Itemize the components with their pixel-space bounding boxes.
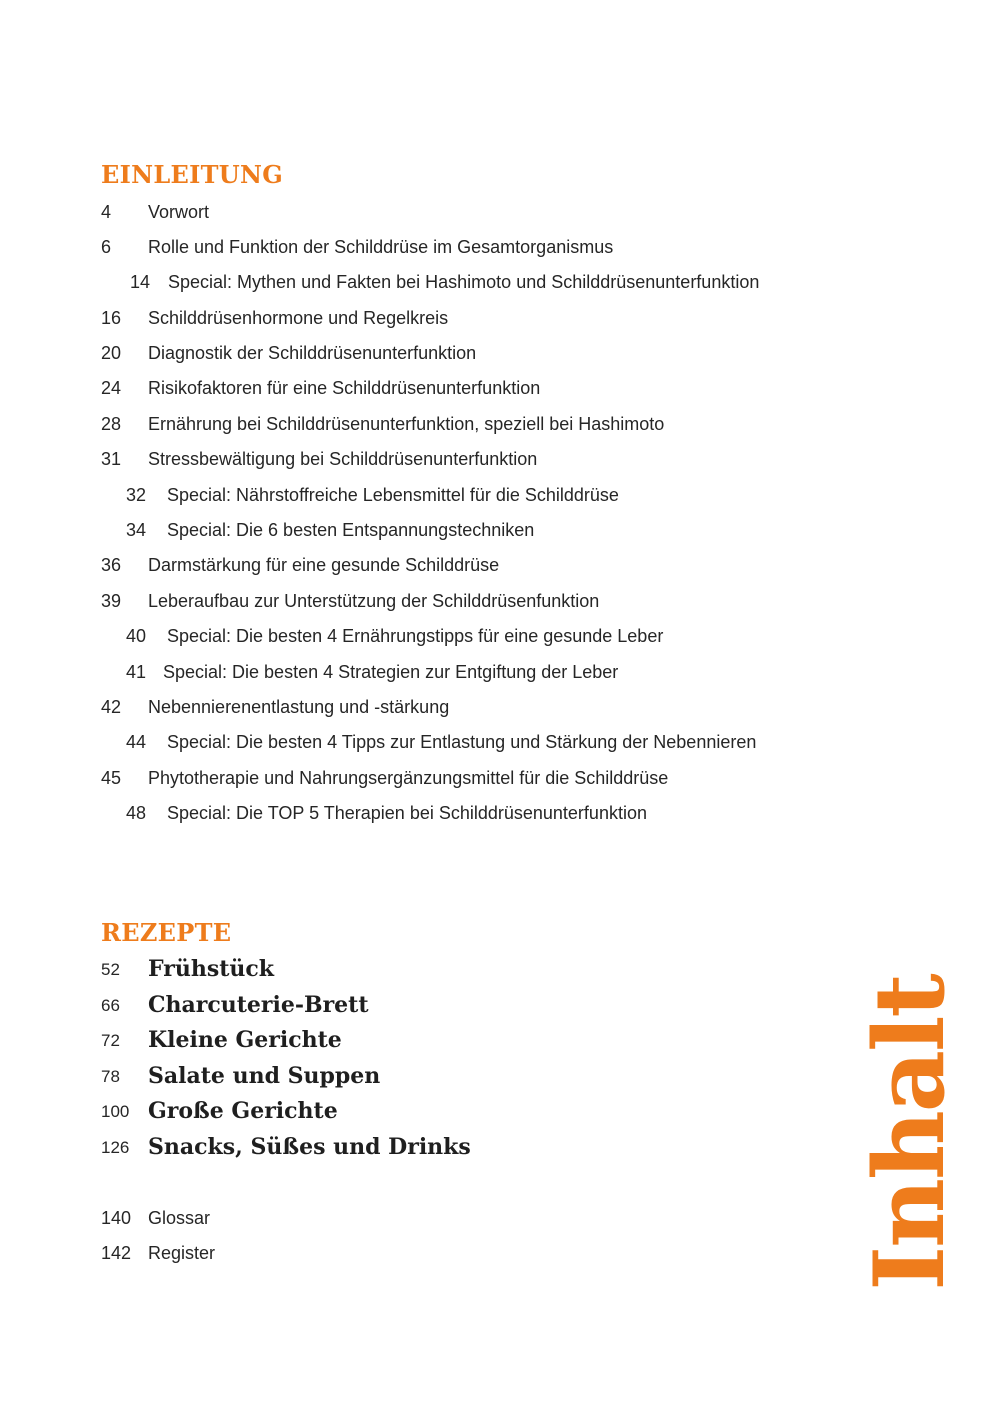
page-number: 78 bbox=[101, 1067, 120, 1086]
entry-title: Special: Die besten 4 Strategien zur Entgiftung der Leber bbox=[163, 662, 619, 682]
entry-title: Leberaufbau zur Unterstützung der Schilddrüsenfunktion bbox=[148, 591, 600, 611]
entry-title: Special: Nährstoffreiche Lebensmittel für die Schilddrüse bbox=[167, 485, 619, 505]
page-number: 34 bbox=[126, 520, 147, 540]
entry-title: Special: Mythen und Fakten bei Hashimoto und Schilddrüsenunterfunktion bbox=[168, 272, 760, 292]
entry-title: Glossar bbox=[148, 1208, 211, 1228]
page-number: 40 bbox=[126, 626, 147, 646]
page-number: 41 bbox=[126, 662, 147, 682]
recipe-title: Große Gerichte bbox=[148, 1098, 338, 1124]
page-number: 4 bbox=[101, 202, 112, 222]
page-number: 42 bbox=[101, 697, 122, 717]
page-number: 52 bbox=[101, 960, 120, 979]
page-number: 126 bbox=[101, 1138, 130, 1157]
entry-title: Rolle und Funktion der Schilddrüse im Gesamtorganismus bbox=[148, 237, 614, 257]
entry-title: Register bbox=[148, 1243, 216, 1263]
einleitung-heading: EINLEITUNG bbox=[101, 160, 284, 189]
entry-title: Special: Die besten 4 Tipps zur Entlastung und Stärkung der Nebennieren bbox=[167, 732, 757, 752]
page-number: 39 bbox=[101, 591, 122, 611]
page-number: 45 bbox=[101, 768, 122, 788]
recipe-title: Salate und Suppen bbox=[148, 1063, 381, 1089]
entry-title: Special: Die TOP 5 Therapien bei Schilddrüsenunterfunktion bbox=[167, 803, 647, 823]
recipe-title: Charcuterie-Brett bbox=[148, 992, 369, 1018]
entry-title: Special: Die besten 4 Ernährungstipps für eine gesunde Leber bbox=[167, 626, 664, 646]
recipe-title: Kleine Gerichte bbox=[148, 1027, 342, 1053]
page-number: 16 bbox=[101, 308, 122, 328]
page-number: 72 bbox=[101, 1031, 120, 1050]
page-number: 36 bbox=[101, 555, 122, 575]
recipe-title: Frühstück bbox=[148, 956, 274, 982]
page-number: 66 bbox=[101, 996, 120, 1015]
entry-title: Darmstärkung für eine gesunde Schilddrüse bbox=[148, 555, 500, 575]
inhalt-title: Inhalt bbox=[853, 975, 966, 1291]
page-number: 24 bbox=[101, 378, 122, 398]
entry-title: Stressbewältigung bei Schilddrüsenunterfunktion bbox=[148, 449, 538, 469]
page-number: 20 bbox=[101, 343, 122, 363]
entry-title: Vorwort bbox=[148, 202, 210, 222]
entry-title: Schilddrüsenhormone und Regelkreis bbox=[148, 308, 449, 328]
page-number: 6 bbox=[101, 237, 112, 257]
entry-title: Ernährung bei Schilddrüsenunterfunktion, speziell bei Hashimoto bbox=[148, 414, 665, 434]
page-number: 14 bbox=[130, 272, 151, 292]
entry-title: Diagnostik der Schilddrüsenunterfunktion bbox=[148, 343, 477, 363]
page-number: 140 bbox=[101, 1208, 132, 1228]
page-number: 48 bbox=[126, 803, 147, 823]
page-number: 44 bbox=[126, 732, 147, 752]
entry-title: Nebennierenentlastung und -stärkung bbox=[148, 697, 450, 717]
page-number: 31 bbox=[101, 449, 122, 469]
page-number: 32 bbox=[126, 485, 147, 505]
page-number: 142 bbox=[101, 1243, 132, 1263]
page-number: 28 bbox=[101, 414, 122, 434]
recipe-title: Snacks, Süßes und Drinks bbox=[148, 1134, 471, 1160]
rezepte-heading: REZEPTE bbox=[101, 918, 232, 947]
entry-title: Special: Die 6 besten Entspannungstechniken bbox=[167, 520, 535, 540]
entry-title: Risikofaktoren für eine Schilddrüsenunterfunktion bbox=[148, 378, 541, 398]
page-number: 100 bbox=[101, 1102, 130, 1121]
entry-title: Phytotherapie und Nahrungsergänzungsmittel für die Schilddrüse bbox=[148, 768, 669, 788]
